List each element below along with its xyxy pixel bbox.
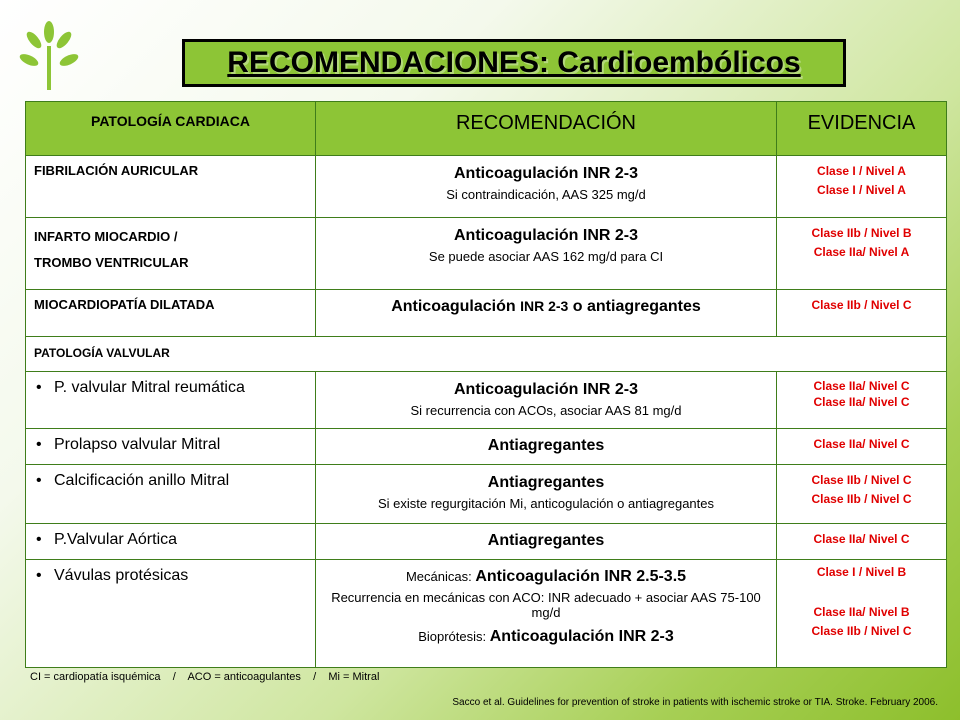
evidence-line: Clase I / Nivel A [817, 164, 906, 178]
table-row [26, 560, 947, 668]
recommendation-sub: Si contraindicación, AAS 325 mg/d [446, 187, 646, 202]
pathology-cell: FIBRILACIÓN AURICULAR [26, 156, 316, 218]
bullet-icon: • [36, 567, 42, 584]
abbreviations-footnote: CI = cardiopatía isquémica / ACO = anticoagulantes / Mi = Mitral [30, 671, 380, 683]
recommendation-cell [316, 290, 777, 337]
recommendation-sub: Si recurrencia con ACOs, asociar AAS 81 mg/d [410, 403, 682, 418]
recommendation-cell [316, 465, 777, 524]
pathology-text: Calcificación anillo Mitral [54, 472, 230, 489]
recommendation-cell [316, 560, 777, 668]
table-row [26, 429, 947, 465]
bullet-icon: • [36, 379, 42, 396]
leaf-logo-icon [14, 18, 84, 98]
evidence-line: Clase IIa/ Nivel C [813, 532, 910, 546]
table-row [26, 465, 947, 524]
evidence-cell [777, 290, 947, 337]
bullet-item [26, 465, 315, 490]
pathology-text: Vávulas protésicas [54, 567, 189, 584]
evidence-line: Clase IIa/ Nivel C [813, 437, 910, 451]
mechanical-line [316, 568, 776, 586]
recommendation-cell [316, 429, 777, 465]
pathology-cell [26, 524, 316, 560]
recommendation-part: Anticoagulación [391, 298, 521, 315]
recommendation-main: Antiagregantes [487, 474, 605, 491]
recommendations-table [25, 101, 947, 668]
recommendation-part: INR 2-3 [520, 298, 569, 314]
recommendation-main [316, 290, 776, 316]
bullet-item [26, 524, 315, 549]
recommendation-main: Antiagregantes [487, 437, 605, 454]
bullet-item [26, 372, 315, 397]
bullet-icon: • [36, 531, 42, 548]
evidence-cell [777, 465, 947, 524]
recommendation-cell [316, 218, 777, 290]
recommendation-sub: Se puede asociar AAS 162 mg/d para CI [428, 249, 664, 264]
recommendation-cell [316, 372, 777, 429]
recommendation-sub: Si existe regurgitación Mi, anticogulación o antiagregantes [377, 496, 715, 511]
pathology-text: Prolapso valvular Mitral [54, 436, 221, 453]
pathology-text: P. valvular Mitral reumática [54, 379, 245, 396]
evidence-line: Clase IIb / Nivel C [811, 473, 912, 487]
evidence-line: Clase IIb / Nivel C [811, 298, 912, 312]
evidence-line: Clase IIb / Nivel B [811, 226, 912, 240]
pathology-cell [26, 372, 316, 429]
table-row [26, 290, 947, 337]
recommendation-main: Antiagregantes [487, 532, 605, 549]
recommendation-part: o antiagregantes [568, 298, 701, 315]
recommendation-main: Anticoagulación INR 2-3 [453, 165, 639, 182]
bioprosthesis-line [316, 628, 776, 646]
title-box [182, 39, 846, 87]
evidence-line: Clase IIa/ Nivel C [813, 395, 910, 409]
evidence-cell [777, 156, 947, 218]
table-row [26, 156, 947, 218]
recommendation-cell [316, 524, 777, 560]
header-pathology: PATOLOGÍA CARDIACA [26, 102, 316, 156]
evidence-cell [777, 560, 947, 668]
table-row [26, 524, 947, 560]
section-row [26, 337, 947, 372]
bioprosthesis-value: Anticoagulación INR 2-3 [489, 628, 674, 645]
header-evidence: EVIDENCIA [777, 102, 947, 156]
citation: Sacco et al. Guidelines for prevention of stroke in patients with ischemic stroke or TIA. Stroke. February 2006. [452, 697, 938, 708]
bullet-icon: • [36, 436, 42, 453]
pathology-text: P.Valvular Aórtica [54, 531, 178, 548]
page-title: RECOMENDACIONES: Cardioembólicos [227, 46, 801, 79]
section-label: PATOLOGÍA VALVULAR [26, 337, 947, 372]
recommendation-main: Anticoagulación INR 2-3 [453, 381, 639, 398]
table-header-row [26, 102, 947, 156]
evidence-cell [777, 372, 947, 429]
pathology-cell [26, 218, 316, 290]
pathology-cell: MIOCARDIOPATÍA DILATADA [26, 290, 316, 337]
table-row [26, 372, 947, 429]
evidence-line: Clase IIb / Nivel C [811, 624, 912, 638]
pathology-cell [26, 429, 316, 465]
mechanical-label: Mecánicas: [405, 569, 476, 584]
recommendation-cell [316, 156, 777, 218]
evidence-cell [777, 429, 947, 465]
header-recommendation: RECOMENDACIÓN [316, 102, 777, 156]
bullet-item [26, 560, 315, 585]
table-row [26, 218, 947, 290]
pathology-cell [26, 560, 316, 668]
evidence-line: Clase I / Nivel B [816, 565, 907, 579]
bullet-icon: • [36, 472, 42, 489]
bullet-item [26, 429, 315, 454]
pathology-cell [26, 465, 316, 524]
evidence-line: Clase IIa/ Nivel B [813, 605, 910, 619]
recommendation-main: Anticoagulación INR 2-3 [453, 227, 639, 244]
evidence-line: Clase I / Nivel A [817, 183, 906, 197]
mechanical-value: Anticoagulación INR 2.5-3.5 [475, 568, 687, 585]
bioprosthesis-label: Bioprótesis: [418, 629, 490, 644]
recurrence-text: Recurrencia en mecánicas con ACO: INR adecuado + asociar AAS 75-100 mg/d [331, 590, 761, 620]
evidence-cell [777, 524, 947, 560]
evidence-line: Clase IIa/ Nivel A [813, 245, 910, 259]
pathology-line: INFARTO MIOCARDIO / [34, 229, 178, 244]
pathology-line: TROMBO VENTRICULAR [34, 255, 189, 270]
evidence-cell [777, 218, 947, 290]
evidence-line: Clase IIa/ Nivel C [813, 379, 910, 393]
evidence-line: Clase IIb / Nivel C [811, 492, 912, 506]
